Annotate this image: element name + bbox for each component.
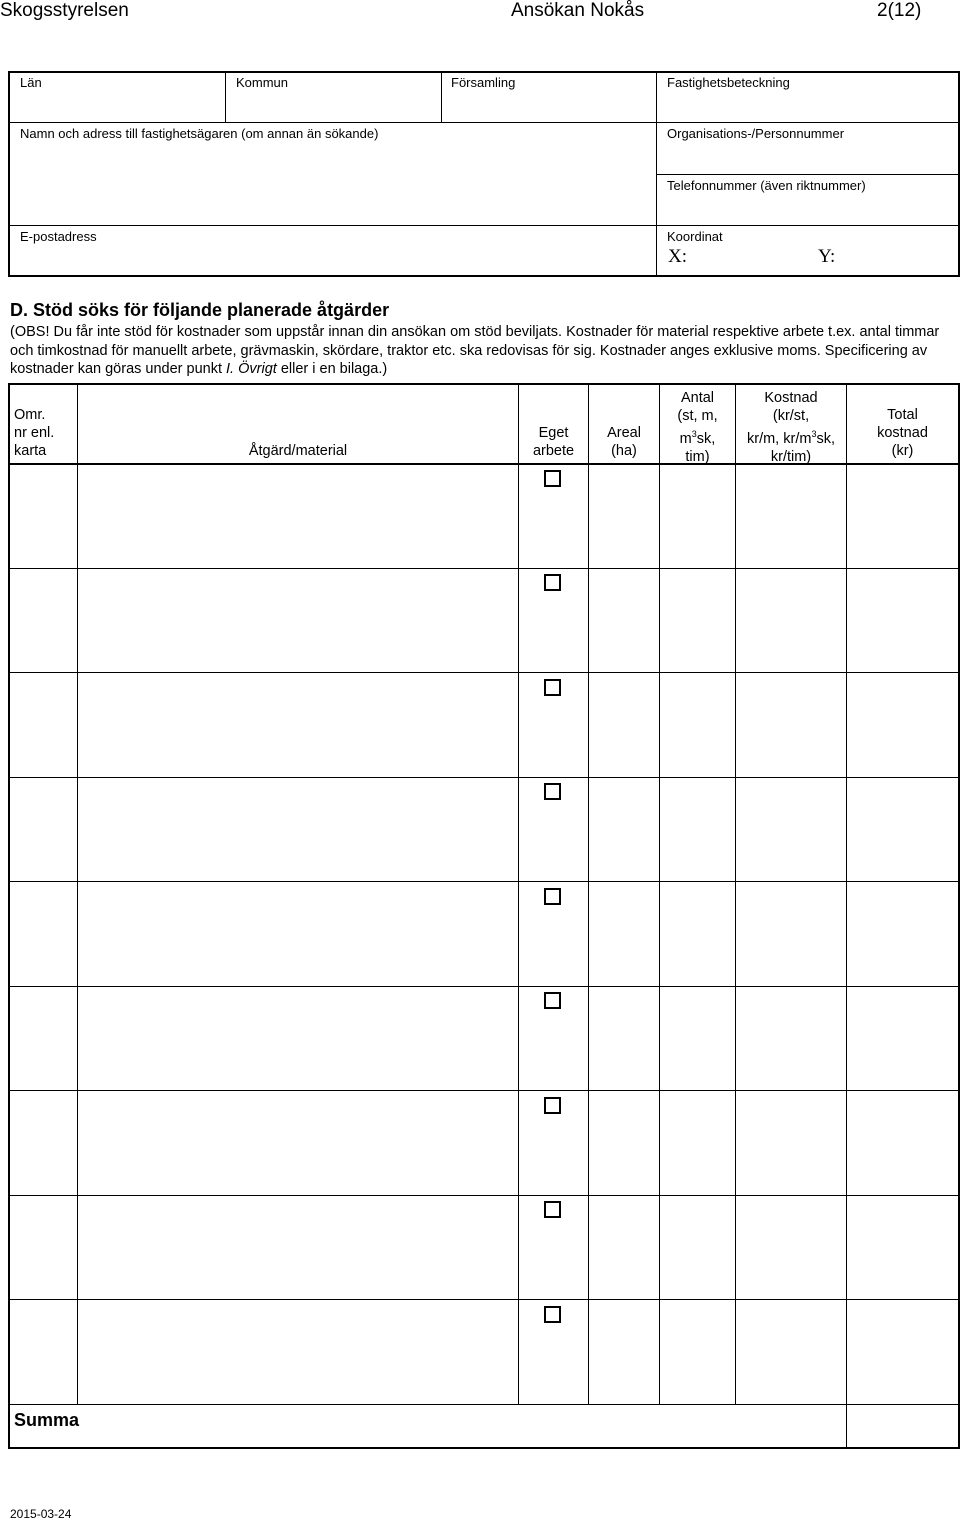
kostnad-cell-row-7[interactable] [736, 1091, 846, 1194]
col-total-header: Total kostnad (kr) [877, 407, 928, 459]
eget-arbete-checkbox-1[interactable] [544, 470, 561, 487]
coordinate-y-label: Y: [818, 246, 836, 267]
total-cell-row-9[interactable] [847, 1300, 958, 1403]
areal-cell-row-5[interactable] [589, 882, 659, 985]
total-cell-row-3[interactable] [847, 673, 958, 776]
eget-arbete-checkbox-7[interactable] [544, 1097, 561, 1114]
antal-cell-row-4[interactable] [660, 778, 735, 881]
antal-cell-row-8[interactable] [660, 1196, 735, 1299]
omr-cell-row-7[interactable] [10, 1091, 77, 1194]
areal-cell-row-3[interactable] [589, 673, 659, 776]
col-atgard-header: Åtgärd/material [248, 443, 348, 459]
areal-cell-row-6[interactable] [589, 987, 659, 1090]
antal-cell-row-1[interactable] [660, 465, 735, 568]
antal-cell-row-6[interactable] [660, 987, 735, 1090]
eget-arbete-checkbox-2[interactable] [544, 574, 561, 591]
total-cell-row-4[interactable] [847, 778, 958, 881]
total-cell-row-7[interactable] [847, 1091, 958, 1194]
lan-label: Län [20, 75, 42, 90]
eget-arbete-checkbox-3[interactable] [544, 679, 561, 696]
total-cell-row-1[interactable] [847, 465, 958, 568]
total-cell-row-2[interactable] [847, 569, 958, 672]
omr-cell-row-5[interactable] [10, 882, 77, 985]
coordinate-label: Koordinat [667, 229, 723, 244]
areal-cell-row-9[interactable] [589, 1300, 659, 1403]
total-cell-row-6[interactable] [847, 987, 958, 1090]
eget-arbete-checkbox-8[interactable] [544, 1201, 561, 1218]
areal-cell-row-8[interactable] [589, 1196, 659, 1299]
areal-cell-row-2[interactable] [589, 569, 659, 672]
section-d-title: D. Stöd söks för följande planerade åtgärder [10, 300, 390, 320]
coordinate-x-label: X: [668, 246, 687, 267]
kostnad-cell-row-4[interactable] [736, 778, 846, 881]
org-name: Skogsstyrelsen [0, 0, 129, 21]
omr-cell-row-4[interactable] [10, 778, 77, 881]
omr-cell-row-1[interactable] [10, 465, 77, 568]
summa-total-cell[interactable] [847, 1405, 958, 1447]
atgard-cell-row-9[interactable] [78, 1300, 518, 1403]
kostnad-cell-row-8[interactable] [736, 1196, 846, 1299]
kostnad-cell-row-5[interactable] [736, 882, 846, 985]
email-label: E-postadress [20, 229, 97, 244]
antal-cell-row-5[interactable] [660, 882, 735, 985]
atgard-cell-row-5[interactable] [78, 882, 518, 985]
eget-arbete-checkbox-9[interactable] [544, 1306, 561, 1323]
owner-name-address-label: Namn och adress till fastighetsägaren (om annan än sökande) [20, 126, 379, 141]
antal-cell-row-2[interactable] [660, 569, 735, 672]
col-eget-arbete-header: Eget arbete [532, 425, 575, 459]
phone-label: Telefonnummer (även riktnummer) [667, 178, 866, 193]
atgard-cell-row-2[interactable] [78, 569, 518, 672]
atgard-cell-row-3[interactable] [78, 673, 518, 776]
omr-cell-row-9[interactable] [10, 1300, 77, 1403]
summa-label: Summa [14, 1410, 80, 1430]
footer-date: 2015-03-24 [10, 1507, 72, 1521]
fastighetsbeteckning-label: Fastighetsbeteckning [667, 75, 790, 90]
antal-cell-row-7[interactable] [660, 1091, 735, 1194]
areal-cell-row-1[interactable] [589, 465, 659, 568]
kostnad-cell-row-9[interactable] [736, 1300, 846, 1403]
org-person-number-label: Organisations-/Personnummer [667, 126, 845, 141]
eget-arbete-checkbox-4[interactable] [544, 783, 561, 800]
kostnad-cell-row-3[interactable] [736, 673, 846, 776]
forsamling-label: Församling [451, 75, 516, 90]
omr-cell-row-6[interactable] [10, 987, 77, 1090]
antal-cell-row-3[interactable] [660, 673, 735, 776]
page-number: 2(12) [877, 0, 922, 21]
document-title: Ansökan Nokås [511, 0, 645, 21]
kostnad-cell-row-1[interactable] [736, 465, 846, 568]
antal-cell-row-9[interactable] [660, 1300, 735, 1403]
total-cell-row-8[interactable] [847, 1196, 958, 1299]
omr-cell-row-3[interactable] [10, 673, 77, 776]
kommun-label: Kommun [236, 75, 289, 90]
kostnad-cell-row-6[interactable] [736, 987, 846, 1090]
col-omr-header: Omr. nr enl. karta [14, 407, 55, 459]
total-cell-row-5[interactable] [847, 882, 958, 985]
col-antal-header: Antal (st, m, $m^3sk$, tim) [677, 390, 718, 465]
areal-cell-row-7[interactable] [589, 1091, 659, 1194]
omr-cell-row-2[interactable] [10, 569, 77, 672]
atgard-cell-row-7[interactable] [78, 1091, 518, 1194]
atgard-cell-row-6[interactable] [78, 987, 518, 1090]
atgard-cell-row-8[interactable] [78, 1196, 518, 1299]
atgard-cell-row-1[interactable] [78, 465, 518, 568]
section-d-note: (OBS! Du får inte stöd för kostnader som uppstår innan din ansökan om stöd beviljats. Kostnader för material respektive arbete t.ex. antal timmar och timkostnad för manuellt arbete, grävmaskin, skördare, traktor etc. ska redovisas för sig. Kostnader anges exklusive moms. Specificering av kostnader kan göras under punkt I. Övrigt eller i en bilaga.) [10, 324, 940, 377]
eget-arbete-checkbox-6[interactable] [544, 992, 561, 1009]
kostnad-cell-row-2[interactable] [736, 569, 846, 672]
atgard-cell-row-4[interactable] [78, 778, 518, 881]
col-areal-header: Areal (ha) [607, 425, 641, 459]
omr-cell-row-8[interactable] [10, 1196, 77, 1299]
eget-arbete-checkbox-5[interactable] [544, 888, 561, 905]
areal-cell-row-4[interactable] [589, 778, 659, 881]
col-kostnad-header: Kostnad (kr/st, kr/m, $kr/m^3sk$, kr/tim) [747, 390, 835, 465]
